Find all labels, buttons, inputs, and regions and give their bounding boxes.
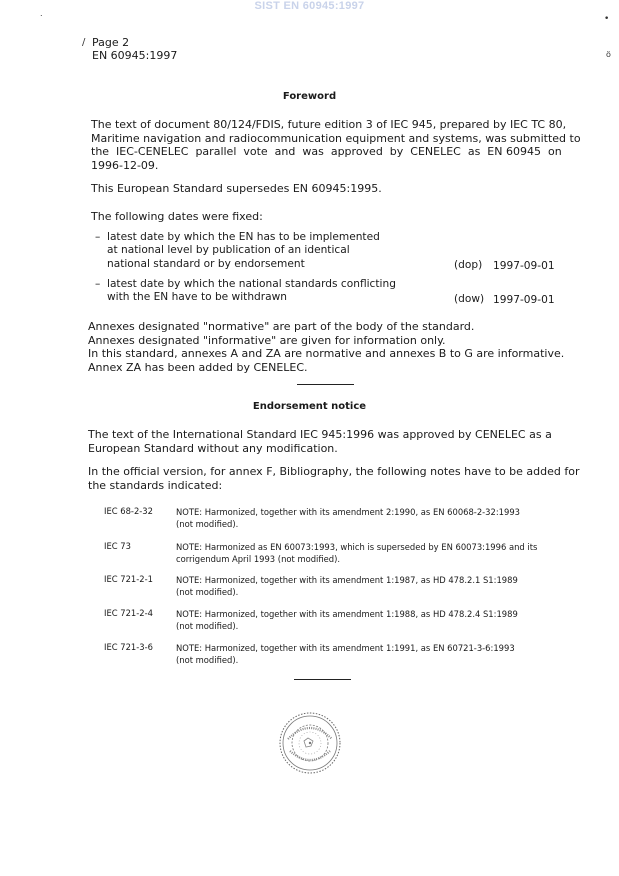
note-text xyxy=(176,609,518,632)
text-line: The text of document 80/124/FDIS, future edition 3 of IEC 945, prepared by IEC TC 80, xyxy=(91,118,567,131)
text-line: NOTE: Harmonized, together with its amendment 1:1987, as HD 478.2.1 S1:1989 xyxy=(176,575,518,585)
text-line: NOTE: Harmonized as EN 60073:1993, which is superseded by EN 60073:1996 and its xyxy=(176,542,538,552)
endorsement-heading: Endorsement notice xyxy=(252,401,367,412)
date-value: 1997-09-01 xyxy=(493,260,555,272)
text-line: European Standard without any modification. xyxy=(88,441,338,455)
text-line: Annexes designated "normative" are part of the body of the standard. xyxy=(88,320,475,333)
text-line: the IEC-CENELEC parallel vote and was approved by CENELEC as EN 60945 on xyxy=(91,145,562,159)
date-value: 1997-09-01 xyxy=(493,294,555,306)
note-text xyxy=(176,507,520,530)
text-line: NOTE: Harmonized, together with its amendment 2:1990, as EN 60068-2-32:1993 xyxy=(176,507,520,517)
dates-intro: The following dates were fixed: xyxy=(91,210,263,223)
supersedes-paragraph: This European Standard supersedes EN 60945:1995. xyxy=(91,182,382,195)
text-line: Maritime navigation and radiocommunication equipment and systems, was submitted to xyxy=(91,131,581,145)
endorsement-paragraph xyxy=(88,428,552,455)
section-divider xyxy=(294,679,351,680)
text-line: (not modified). xyxy=(176,518,239,529)
text-line: latest date by which the EN has to be implemented xyxy=(107,231,380,243)
text-line: national standard or by endorsement xyxy=(107,257,305,270)
official-version-paragraph xyxy=(88,465,580,492)
text-line: the standards indicated: xyxy=(88,478,223,492)
text-line: corrigendum April 1993 (not modified). xyxy=(176,553,341,564)
text-line: with the EN have to be withdrawn xyxy=(107,291,287,304)
scan-speck: • xyxy=(604,14,610,24)
text-line: In this standard, annexes A and ZA are normative and annexes B to G are informative. xyxy=(88,347,565,361)
text-line: NOTE: Harmonized, together with its amendment 1:1988, as HD 478.2.4 S1:1989 xyxy=(176,609,518,619)
text-line: (not modified). xyxy=(176,586,239,597)
text-line: Annexes designated "informative" are given for information only. xyxy=(88,333,446,347)
note-ref: IEC 721-2-1 xyxy=(104,574,153,584)
text-line: (not modified). xyxy=(176,654,239,665)
date-code: (dow) xyxy=(454,293,485,305)
text-line: 1996-12-09. xyxy=(91,158,159,172)
foreword-heading: Foreword xyxy=(282,91,337,102)
text-line: latest date by which the national standards conflicting xyxy=(107,278,396,290)
text-line: The text of the International Standard IEC 945:1996 was approved by CENELEC as a xyxy=(88,428,552,441)
date-code: (dop) xyxy=(454,259,483,271)
scan-speck: ö xyxy=(606,50,611,59)
dash-bullet: – xyxy=(95,231,101,243)
note-ref: IEC 721-3-6 xyxy=(104,642,153,652)
annex-paragraph xyxy=(88,320,564,374)
note-text xyxy=(176,575,518,598)
circular-seal-stamp-icon xyxy=(278,711,342,775)
section-divider xyxy=(297,384,354,385)
page-number: Page 2 xyxy=(92,36,130,49)
note-ref: IEC 721-2-4 xyxy=(104,608,153,618)
dates-list-item xyxy=(95,278,396,305)
text-line: (not modified). xyxy=(176,620,239,631)
text-line: NOTE: Harmonized, together with its amendment 1:1991, as EN 60721-3-6:1993 xyxy=(176,643,515,653)
note-text xyxy=(176,542,537,565)
dash-bullet: – xyxy=(95,278,101,290)
scan-speck: . xyxy=(40,9,43,18)
text-line: at national level by publication of an identical xyxy=(107,244,350,257)
scan-speck: / xyxy=(82,37,86,48)
note-ref: IEC 73 xyxy=(104,541,131,551)
note-text xyxy=(176,643,515,666)
text-line: In the official version, for annex F, Bibliography, the following notes have to be added for xyxy=(88,465,580,478)
foreword-paragraph xyxy=(91,118,581,172)
dates-list-item xyxy=(95,231,380,271)
text-line: Annex ZA has been added by CENELEC. xyxy=(88,360,308,374)
note-ref: IEC 68-2-32 xyxy=(104,506,153,516)
watermark: SIST EN 60945:1997 xyxy=(254,0,365,12)
document-id: EN 60945:1997 xyxy=(92,49,178,62)
